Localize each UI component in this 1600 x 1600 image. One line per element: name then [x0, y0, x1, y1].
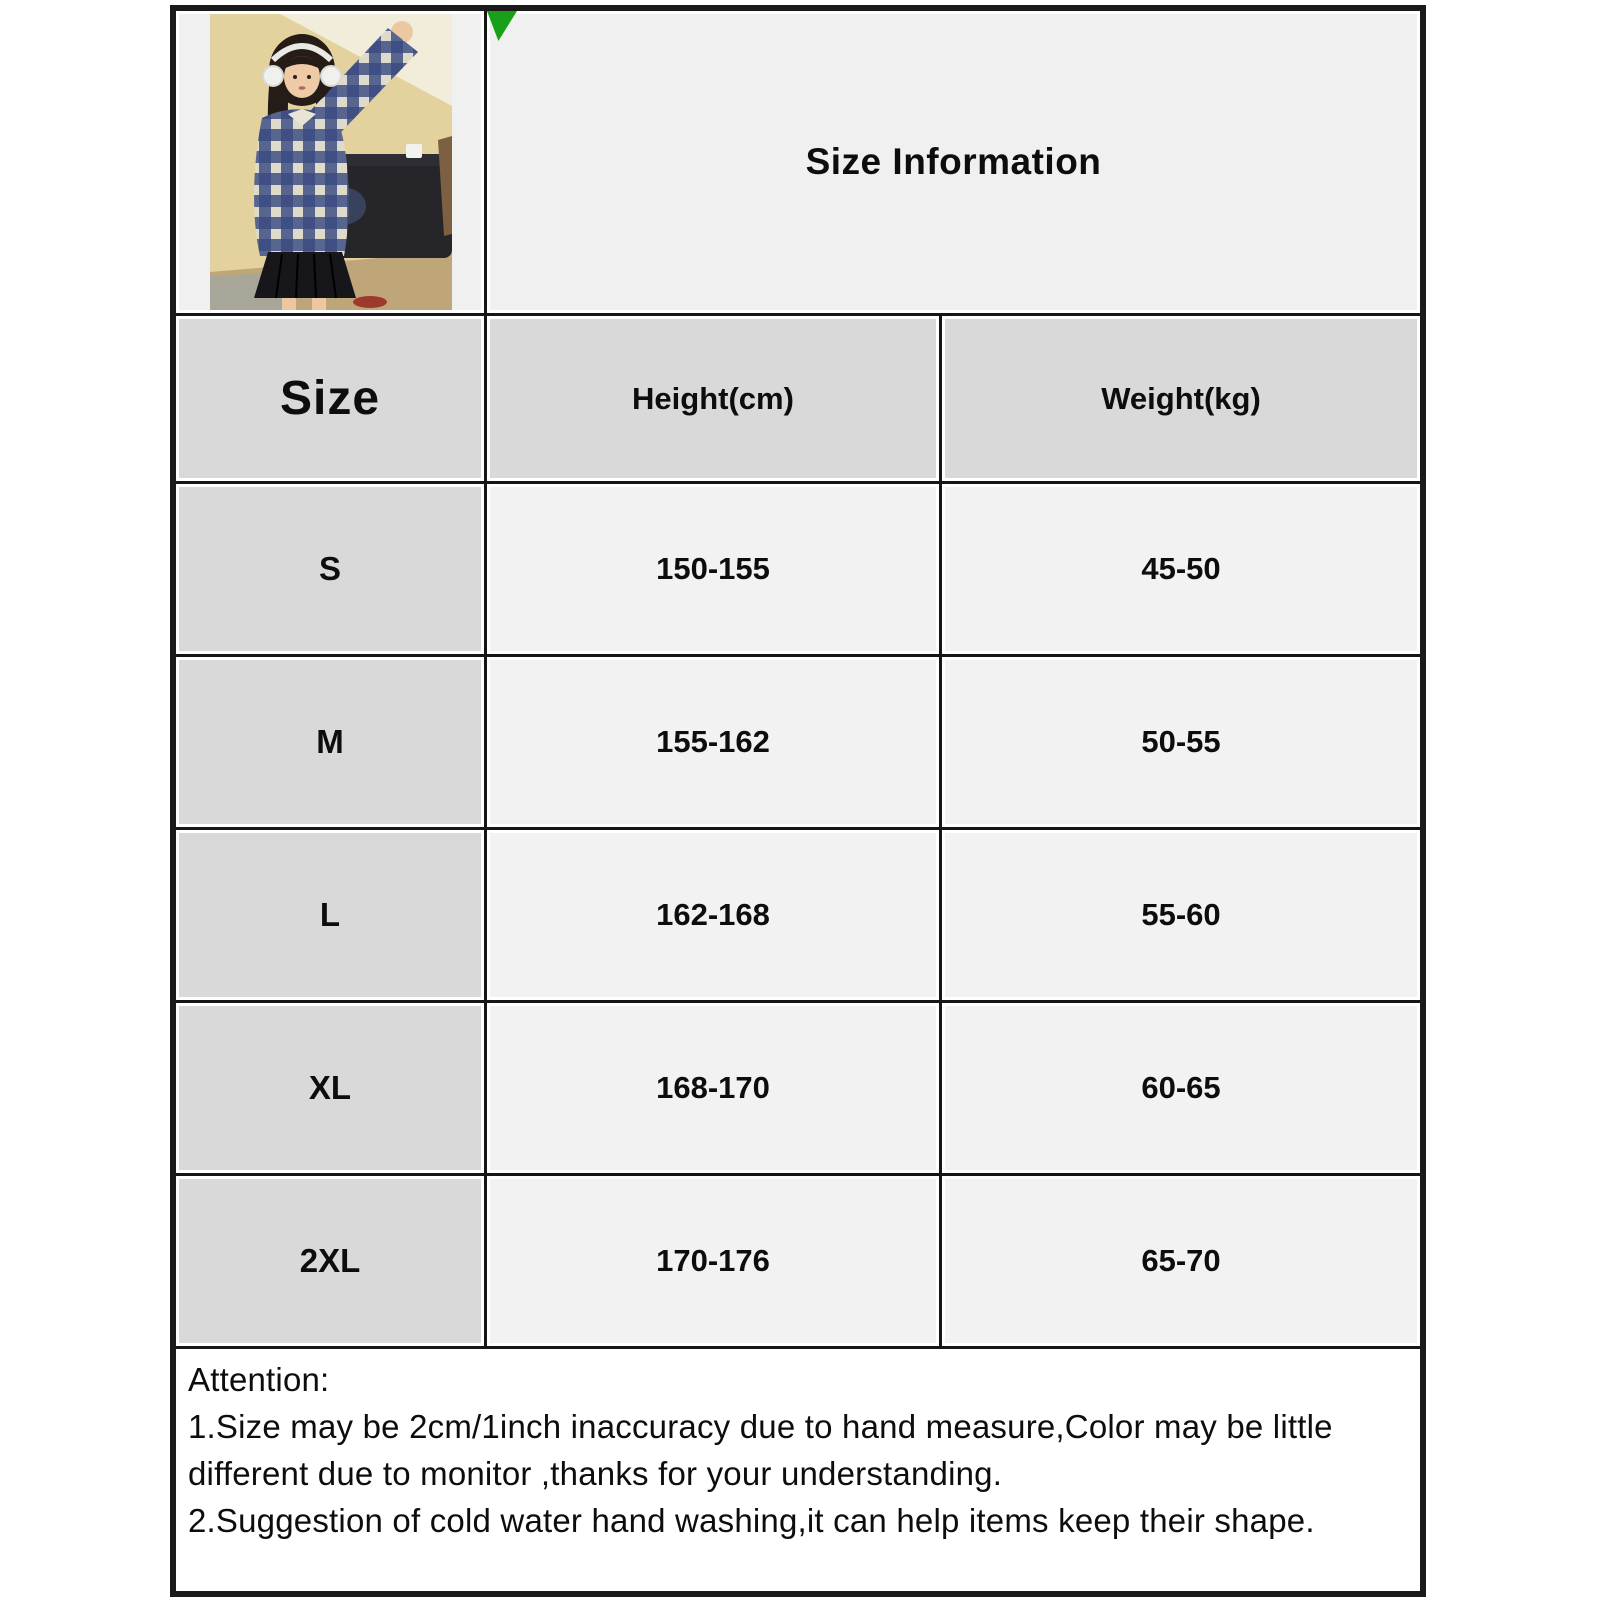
height-cell	[484, 1003, 939, 1173]
column-header-weight-label: Weight(kg)	[1101, 380, 1261, 416]
weight-cell	[939, 1176, 1420, 1346]
photo-headphone-left	[263, 66, 283, 86]
attention-item-1: 1.Size may be 2cm/1inch inaccuracy due to hand measure,Color may be little different due to monitor ,thanks for your understanding.	[188, 1407, 1333, 1492]
photo-skirt	[254, 252, 356, 298]
photo-cup	[406, 144, 422, 158]
column-header-weight	[939, 316, 1420, 481]
height-cell	[484, 830, 939, 1000]
weight-value: 65-70	[1141, 1243, 1221, 1278]
page-title: Size Information	[805, 141, 1102, 182]
height-cell	[484, 1176, 939, 1346]
weight-cell	[939, 657, 1420, 827]
table-row-s	[176, 481, 1420, 654]
photo-eye-right	[307, 75, 311, 79]
product-photo-cell	[176, 11, 484, 313]
size-label: S	[318, 550, 341, 587]
green-corner-marker	[487, 11, 517, 41]
height-cell	[484, 657, 939, 827]
height-value: 168-170	[656, 1070, 770, 1105]
weight-value: 50-55	[1141, 724, 1221, 759]
column-header-size	[176, 316, 484, 481]
table-row-xl	[176, 1000, 1420, 1173]
size-information-title-cell	[484, 11, 1420, 313]
top-row	[176, 11, 1420, 313]
weight-cell	[939, 484, 1420, 654]
size-cell	[176, 657, 484, 827]
attention-title: Attention:	[188, 1361, 330, 1398]
table-row-2xl	[176, 1173, 1420, 1346]
size-cell	[176, 484, 484, 654]
size-label: L	[319, 896, 341, 933]
height-value: 162-168	[656, 897, 770, 932]
size-cell	[176, 1003, 484, 1173]
photo-mouth	[299, 86, 306, 90]
table-row-m	[176, 654, 1420, 827]
photo-eye-left	[293, 75, 297, 79]
size-label: M	[316, 723, 344, 760]
attention-item-2: 2.Suggestion of cold water hand washing,it can help items keep their shape.	[188, 1501, 1315, 1539]
size-label: 2XL	[299, 1242, 361, 1279]
column-header-height-label: Height(cm)	[632, 380, 794, 416]
weight-value: 45-50	[1141, 551, 1221, 586]
height-value: 170-176	[656, 1243, 770, 1278]
size-chart-sheet	[170, 5, 1426, 1597]
photo-headphone-right	[321, 66, 341, 86]
weight-value: 60-65	[1141, 1070, 1221, 1105]
height-value: 150-155	[656, 551, 770, 586]
weight-value: 55-60	[1141, 897, 1221, 932]
column-header-size-label: Size	[279, 372, 381, 425]
product-photo	[210, 14, 452, 310]
weight-cell	[939, 1003, 1420, 1173]
weight-cell	[939, 830, 1420, 1000]
size-cell	[176, 1176, 484, 1346]
table-row-l	[176, 827, 1420, 1000]
size-cell	[176, 830, 484, 1000]
size-label: XL	[308, 1069, 352, 1106]
height-cell	[484, 484, 939, 654]
height-value: 155-162	[656, 724, 770, 759]
column-header-height	[484, 316, 939, 481]
photo-slipper	[353, 296, 387, 308]
table-header-row	[176, 313, 1420, 481]
attention-note-block	[176, 1346, 1420, 1591]
